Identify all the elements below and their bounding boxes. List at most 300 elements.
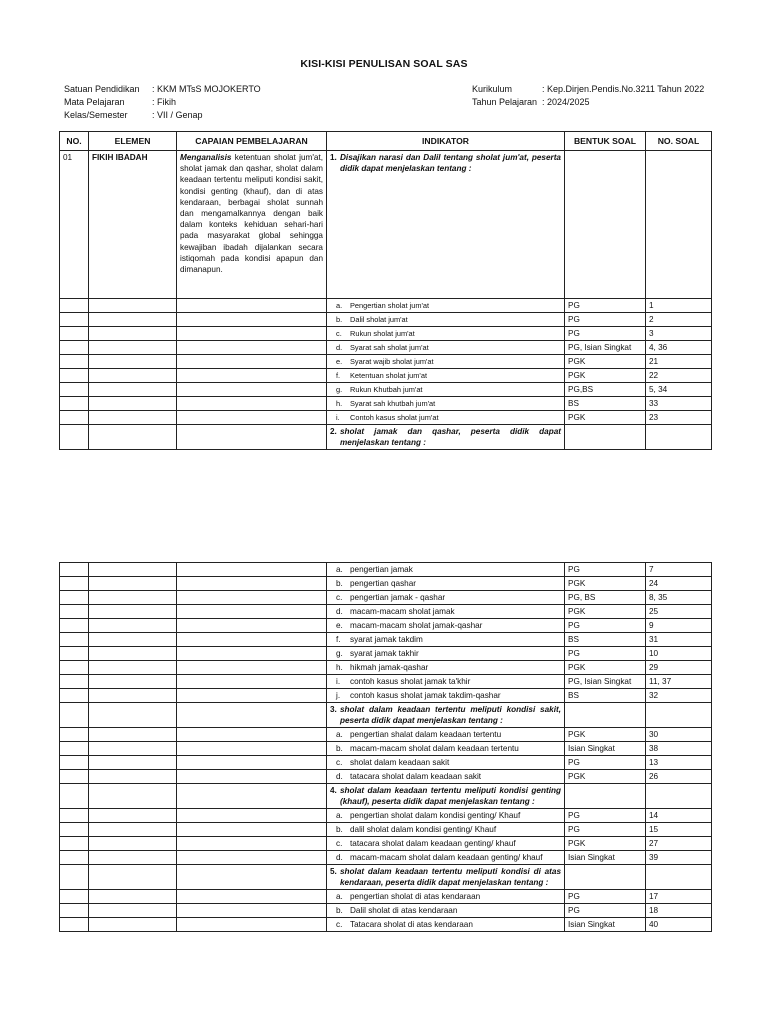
item-letter: f.: [336, 371, 341, 380]
table-row: [60, 742, 712, 756]
meta-left: [64, 83, 261, 122]
cell-bentuk: PG: [565, 647, 646, 661]
cell-indikator: [327, 397, 565, 411]
cell-nosoal: [646, 425, 712, 450]
item-text: syarat jamak takhir: [350, 649, 419, 658]
table-row: [60, 605, 712, 619]
cell-capaian: [177, 661, 327, 675]
cell-capaian: [177, 756, 327, 770]
meta-right: [472, 83, 704, 109]
cell-indikator: [327, 633, 565, 647]
header-elemen: ELEMEN: [89, 132, 177, 151]
table-row: [60, 151, 712, 299]
cell-indikator: [327, 851, 565, 865]
cell-elemen: [89, 784, 177, 809]
cell-elemen: [89, 742, 177, 756]
cell-indikator: [327, 837, 565, 851]
cell-elemen: [89, 369, 177, 383]
cell-bentuk: PGK: [565, 837, 646, 851]
cell-nosoal: 9: [646, 619, 712, 633]
cell-elemen: [89, 619, 177, 633]
cell-nosoal: 40: [646, 918, 712, 932]
item-letter: b.: [336, 744, 343, 753]
cell-elemen: [89, 689, 177, 703]
cell-elemen: [89, 341, 177, 355]
cell-elemen: [89, 313, 177, 327]
meta-value: : KKM MTsS MOJOKERTO: [152, 84, 261, 94]
cell-nosoal: 27: [646, 837, 712, 851]
meta-value: : 2024/2025: [542, 97, 590, 107]
header-indikator: INDIKATOR: [327, 132, 565, 151]
table-row: [60, 327, 712, 341]
cell-elemen: [89, 675, 177, 689]
table-row: [60, 563, 712, 577]
cell-nosoal: 1: [646, 299, 712, 313]
cell-capaian: [177, 890, 327, 904]
cell-elemen: [89, 605, 177, 619]
cell-nosoal: 24: [646, 577, 712, 591]
cell-indikator: [327, 904, 565, 918]
item-text: contoh kasus sholat jamak ta'khir: [350, 677, 471, 686]
cell-capaian: [177, 770, 327, 784]
item-text: tatacara sholat dalam keadaan genting/ khauf: [350, 839, 516, 848]
cell-bentuk: [565, 425, 646, 450]
item-letter: i.: [336, 413, 340, 422]
meta-row: [472, 83, 704, 96]
cell-indikator: [327, 299, 565, 313]
cell-capaian: [177, 728, 327, 742]
cell-no: [60, 313, 89, 327]
cell-no: [60, 756, 89, 770]
item-letter: a.: [336, 811, 343, 820]
cell-nosoal: 38: [646, 742, 712, 756]
cp-verb: Menganalisis: [180, 153, 232, 162]
cell-elemen: [89, 563, 177, 577]
cell-bentuk: [565, 151, 646, 299]
meta-key: Satuan Pendidikan: [64, 84, 140, 94]
item-text: Syarat sah sholat jum'at: [350, 343, 429, 352]
table-row: [60, 904, 712, 918]
cell-elemen: [89, 809, 177, 823]
item-text: syarat jamak takdim: [350, 635, 423, 644]
indikator-number: 1.: [330, 153, 337, 162]
document-title: KISI-KISI PENULISAN SOAL SAS: [300, 58, 468, 70]
item-letter: c.: [336, 839, 343, 848]
section-text: sholat dalam keadaan tertentu meliputi kondisi sakit, peserta didik dapat menjelaskan tentang :: [340, 705, 561, 725]
cell-indikator: [327, 369, 565, 383]
cell-capaian: [177, 647, 327, 661]
table-row: [60, 809, 712, 823]
cell-bentuk: BS: [565, 689, 646, 703]
item-text: tatacara sholat dalam keadaan sakit: [350, 772, 482, 781]
item-text: pengertian jamak - qashar: [350, 593, 446, 602]
cell-bentuk: [565, 784, 646, 809]
item-letter: b.: [336, 825, 343, 834]
cell-elemen: [89, 591, 177, 605]
cell-capaian: [177, 619, 327, 633]
cell-no: [60, 563, 89, 577]
item-letter: j.: [336, 691, 341, 700]
item-text: Dalil sholat di atas kendaraan: [350, 906, 458, 915]
cell-bentuk: PGK: [565, 728, 646, 742]
meta-row: [472, 96, 704, 109]
item-text: pengertian qashar: [350, 579, 417, 588]
item-text: Rukun sholat jum'at: [350, 329, 415, 338]
cell-indikator: [327, 563, 565, 577]
cell-bentuk: PG: [565, 563, 646, 577]
item-letter: c.: [336, 920, 343, 929]
cell-indikator: [327, 689, 565, 703]
cell-nosoal: 21: [646, 355, 712, 369]
meta-key: Tahun Pelajaran: [472, 97, 538, 107]
cell-no: [60, 341, 89, 355]
section-header-row: [60, 425, 712, 450]
item-letter: d.: [336, 772, 343, 781]
table-row: [60, 383, 712, 397]
cell-no: 01: [60, 151, 89, 299]
cell-bentuk: PG: [565, 327, 646, 341]
cell-indikator: [327, 784, 565, 809]
cell-nosoal: 18: [646, 904, 712, 918]
cell-indikator: [327, 675, 565, 689]
cell-bentuk: PG, Isian Singkat: [565, 341, 646, 355]
cell-nosoal: 14: [646, 809, 712, 823]
cell-no: [60, 411, 89, 425]
cell-indikator: [327, 341, 565, 355]
header-capaian: CAPAIAN PEMBELAJARAN: [177, 132, 327, 151]
cell-no: [60, 369, 89, 383]
cell-no: [60, 327, 89, 341]
cell-no: [60, 397, 89, 411]
cell-nosoal: 5, 34: [646, 383, 712, 397]
table-row: [60, 675, 712, 689]
item-letter: g.: [336, 385, 343, 394]
section-text: sholat dalam keadaan tertentu meliputi kondisi di atas kendaraan, peserta didik dapat menjelaskan tentang :: [340, 867, 561, 887]
item-letter: h.: [336, 663, 343, 672]
cell-nosoal: 23: [646, 411, 712, 425]
cell-no: [60, 425, 89, 450]
kisi-table-page2: [59, 562, 712, 932]
item-text: Dalil sholat jum'at: [350, 315, 408, 324]
section-number: 3.: [330, 705, 337, 714]
cell-capaian: [177, 904, 327, 918]
cell-elemen: [89, 823, 177, 837]
cell-nosoal: 39: [646, 851, 712, 865]
cell-bentuk: PGK: [565, 605, 646, 619]
cell-no: [60, 633, 89, 647]
cell-elemen: [89, 837, 177, 851]
cell-elemen: [89, 425, 177, 450]
cell-indikator: [327, 605, 565, 619]
cell-capaian: [177, 823, 327, 837]
item-letter: h.: [336, 399, 343, 408]
section-header-row: [60, 865, 712, 890]
item-letter: b.: [336, 315, 343, 324]
item-text: pengertian sholat di atas kendaraan: [350, 892, 481, 901]
table-row: [60, 837, 712, 851]
table-row: [60, 851, 712, 865]
cell-indikator: [327, 591, 565, 605]
item-letter: a.: [336, 565, 343, 574]
cell-nosoal: 11, 37: [646, 675, 712, 689]
item-text: pengertian sholat dalam kondisi genting/ Khauf: [350, 811, 521, 820]
item-letter: g.: [336, 649, 343, 658]
table-row: [60, 728, 712, 742]
cell-bentuk: PG: [565, 823, 646, 837]
cell-no: [60, 675, 89, 689]
cell-no: [60, 355, 89, 369]
section-number: 2.: [330, 427, 337, 436]
cell-no: [60, 728, 89, 742]
meta-value: : Kep.Dirjen.Pendis.No.3211 Tahun 2022: [542, 84, 705, 94]
cell-nosoal: 13: [646, 756, 712, 770]
cell-nosoal: 8, 35: [646, 591, 712, 605]
item-text: hikmah jamak-qashar: [350, 663, 429, 672]
cell-nosoal: 30: [646, 728, 712, 742]
item-letter: a.: [336, 730, 343, 739]
cell-no: [60, 809, 89, 823]
cell-bentuk: PG: [565, 313, 646, 327]
table-row: [60, 918, 712, 932]
cell-elemen: [89, 890, 177, 904]
cell-elemen: [89, 918, 177, 932]
item-letter: c.: [336, 593, 343, 602]
cell-bentuk: PG, Isian Singkat: [565, 675, 646, 689]
item-text: contoh kasus sholat jamak takdim-qashar: [350, 691, 501, 700]
cell-bentuk: PG: [565, 809, 646, 823]
cell-elemen: [89, 904, 177, 918]
cell-capaian: [177, 703, 327, 728]
item-letter: e.: [336, 357, 343, 366]
meta-row: [64, 96, 261, 109]
item-text: pengertian jamak: [350, 565, 413, 574]
header-no: NO.: [60, 132, 89, 151]
item-letter: d.: [336, 607, 343, 616]
item-text: Syarat sah khutbah jum'at: [350, 399, 436, 408]
cell-no: [60, 661, 89, 675]
item-text: Syarat wajib sholat jum'at: [350, 357, 434, 366]
meta-key: Mata Pelajaran: [64, 97, 125, 107]
cell-indikator: [327, 865, 565, 890]
cell-capaian: [177, 837, 327, 851]
cell-capaian: [177, 313, 327, 327]
item-text: Rukun Khutbah jum'at: [350, 385, 423, 394]
cell-no: [60, 591, 89, 605]
item-text: macam-macam sholat jamak: [350, 607, 455, 616]
cell-indikator: [327, 425, 565, 450]
kisi-table-page1: [59, 131, 712, 450]
cell-capaian: [177, 865, 327, 890]
cell-no: [60, 689, 89, 703]
table-row: [60, 299, 712, 313]
item-text: Contoh kasus sholat jum'at: [350, 413, 439, 422]
cell-elemen: [89, 577, 177, 591]
cell-indikator: [327, 890, 565, 904]
cell-elemen: [89, 355, 177, 369]
table-row: [60, 397, 712, 411]
item-text: pengertian shalat dalam keadaan tertentu: [350, 730, 502, 739]
cell-elemen: [89, 851, 177, 865]
table-row: [60, 369, 712, 383]
section-header-row: [60, 703, 712, 728]
cell-bentuk: PGK: [565, 661, 646, 675]
header-bentuk-soal: BENTUK SOAL: [565, 132, 646, 151]
cell-indikator: [327, 619, 565, 633]
cell-no: [60, 605, 89, 619]
item-letter: f.: [336, 635, 341, 644]
cell-elemen: [89, 728, 177, 742]
cell-elemen: [89, 299, 177, 313]
item-letter: i.: [336, 677, 341, 686]
cell-capaian: [177, 605, 327, 619]
cell-indikator: [327, 742, 565, 756]
cell-bentuk: PGK: [565, 577, 646, 591]
cell-bentuk: BS: [565, 633, 646, 647]
cell-elemen: [89, 647, 177, 661]
cell-capaian: [177, 851, 327, 865]
cell-nosoal: 2: [646, 313, 712, 327]
item-text: macam-macam sholat jamak-qashar: [350, 621, 483, 630]
cell-indikator: [327, 823, 565, 837]
cell-indikator: [327, 577, 565, 591]
item-letter: c.: [336, 758, 343, 767]
cell-indikator: [327, 661, 565, 675]
cell-bentuk: [565, 865, 646, 890]
cell-no: [60, 904, 89, 918]
cell-capaian: [177, 675, 327, 689]
cell-no: [60, 619, 89, 633]
cell-nosoal: 22: [646, 369, 712, 383]
item-letter: b.: [336, 906, 343, 915]
cell-bentuk: PG: [565, 756, 646, 770]
cell-capaian: [177, 369, 327, 383]
cell-indikator: [327, 918, 565, 932]
cell-elemen: [89, 411, 177, 425]
cell-bentuk: BS: [565, 397, 646, 411]
cell-capaian: [177, 397, 327, 411]
cell-nosoal: 17: [646, 890, 712, 904]
cell-nosoal: 7: [646, 563, 712, 577]
cell-no: [60, 890, 89, 904]
cell-capaian: [177, 425, 327, 450]
table-row: [60, 823, 712, 837]
cell-elemen: [89, 770, 177, 784]
cell-capaian: [177, 591, 327, 605]
cell-indikator: [327, 703, 565, 728]
cell-elemen: [89, 703, 177, 728]
item-text: sholat dalam keadaan sakit: [350, 758, 450, 767]
cell-capaian: [177, 742, 327, 756]
cell-elemen: [89, 756, 177, 770]
table-row: [60, 411, 712, 425]
cell-elemen: [89, 383, 177, 397]
item-letter: c.: [336, 329, 342, 338]
cell-nosoal: 4, 36: [646, 341, 712, 355]
item-letter: b.: [336, 579, 343, 588]
cell-indikator: [327, 728, 565, 742]
cell-indikator: [327, 355, 565, 369]
table-row: [60, 756, 712, 770]
table-row: [60, 341, 712, 355]
cell-indikator: [327, 809, 565, 823]
cell-no: [60, 823, 89, 837]
cell-indikator: [327, 770, 565, 784]
section-text: sholat jamak dan qashar, peserta didik dapat menjelaskan tentang :: [340, 427, 561, 447]
item-text: Pengertian sholat jum'at: [350, 301, 430, 310]
cell-bentuk: PG: [565, 890, 646, 904]
cell-capaian: [177, 341, 327, 355]
table-header-row: [60, 132, 712, 151]
cell-capaian: [177, 577, 327, 591]
cell-nosoal: 26: [646, 770, 712, 784]
cell-bentuk: PGK: [565, 355, 646, 369]
cell-capaian: [177, 299, 327, 313]
section-header-row: [60, 784, 712, 809]
cell-elemen: [89, 661, 177, 675]
cell-nosoal: [646, 784, 712, 809]
cell-nosoal: 25: [646, 605, 712, 619]
meta-value: : VII / Genap: [152, 110, 203, 120]
cell-no: [60, 770, 89, 784]
item-text: Tatacara sholat di atas kendaraan: [350, 920, 473, 929]
item-text: dalil sholat dalam kondisi genting/ Khauf: [350, 825, 497, 834]
cell-nosoal: 10: [646, 647, 712, 661]
cell-elemen: [89, 865, 177, 890]
cell-bentuk: PG: [565, 619, 646, 633]
item-letter: d.: [336, 343, 343, 352]
cell-nosoal: 33: [646, 397, 712, 411]
cell-no: [60, 851, 89, 865]
table-row: [60, 633, 712, 647]
item-letter: d.: [336, 853, 343, 862]
meta-value: : Fikih: [152, 97, 177, 107]
cell-no: [60, 865, 89, 890]
cell-bentuk: Isian Singkat: [565, 851, 646, 865]
cell-nosoal: 31: [646, 633, 712, 647]
cell-no: [60, 784, 89, 809]
meta-row: [64, 83, 261, 96]
cell-no: [60, 703, 89, 728]
table-row: [60, 661, 712, 675]
cell-elemen: [89, 397, 177, 411]
table-row: [60, 619, 712, 633]
cell-bentuk: Isian Singkat: [565, 918, 646, 932]
cell-bentuk: Isian Singkat: [565, 742, 646, 756]
cell-elemen: [89, 633, 177, 647]
cell-elemen: FIKIH IBADAH: [89, 151, 177, 299]
table-row: [60, 890, 712, 904]
item-letter: a.: [336, 892, 343, 901]
table-row: [60, 577, 712, 591]
cell-indikator: [327, 383, 565, 397]
section-text: sholat dalam keadaan tertentu meliputi kondisi genting (khauf), peserta didik dapat menjelaskan tentang :: [340, 786, 561, 806]
cell-indikator: [327, 411, 565, 425]
cell-nosoal: [646, 703, 712, 728]
section-number: 4.: [330, 786, 337, 795]
item-text: macam-macam sholat dalam keadaan genting/ khauf: [350, 853, 543, 862]
cell-nosoal: 3: [646, 327, 712, 341]
table-row: [60, 689, 712, 703]
item-letter: e.: [336, 621, 343, 630]
cell-indikator: [327, 313, 565, 327]
table-row: [60, 770, 712, 784]
item-letter: a.: [336, 301, 343, 310]
cp-text: ketentuan sholat jum'at, sholat jamak dan qashar, sholat dalam keadaan tertentu meliputi kondisi sakit, kondisi genting (khauf), dan di atas kendaraan, berbagai sholat sunnah dan mengamalkannya dengan baik dalam konteks kehiduan sehari-hari pada masyarakat global sehingga kewajiban ibadah dijalankan secara istiqomah pada kondisi apapun dan dimanapun.: [180, 153, 323, 275]
cell-nosoal: 15: [646, 823, 712, 837]
cell-bentuk: PGK: [565, 411, 646, 425]
header-no-soal: NO. SOAL: [646, 132, 712, 151]
meta-key: Kelas/Semester: [64, 110, 128, 120]
